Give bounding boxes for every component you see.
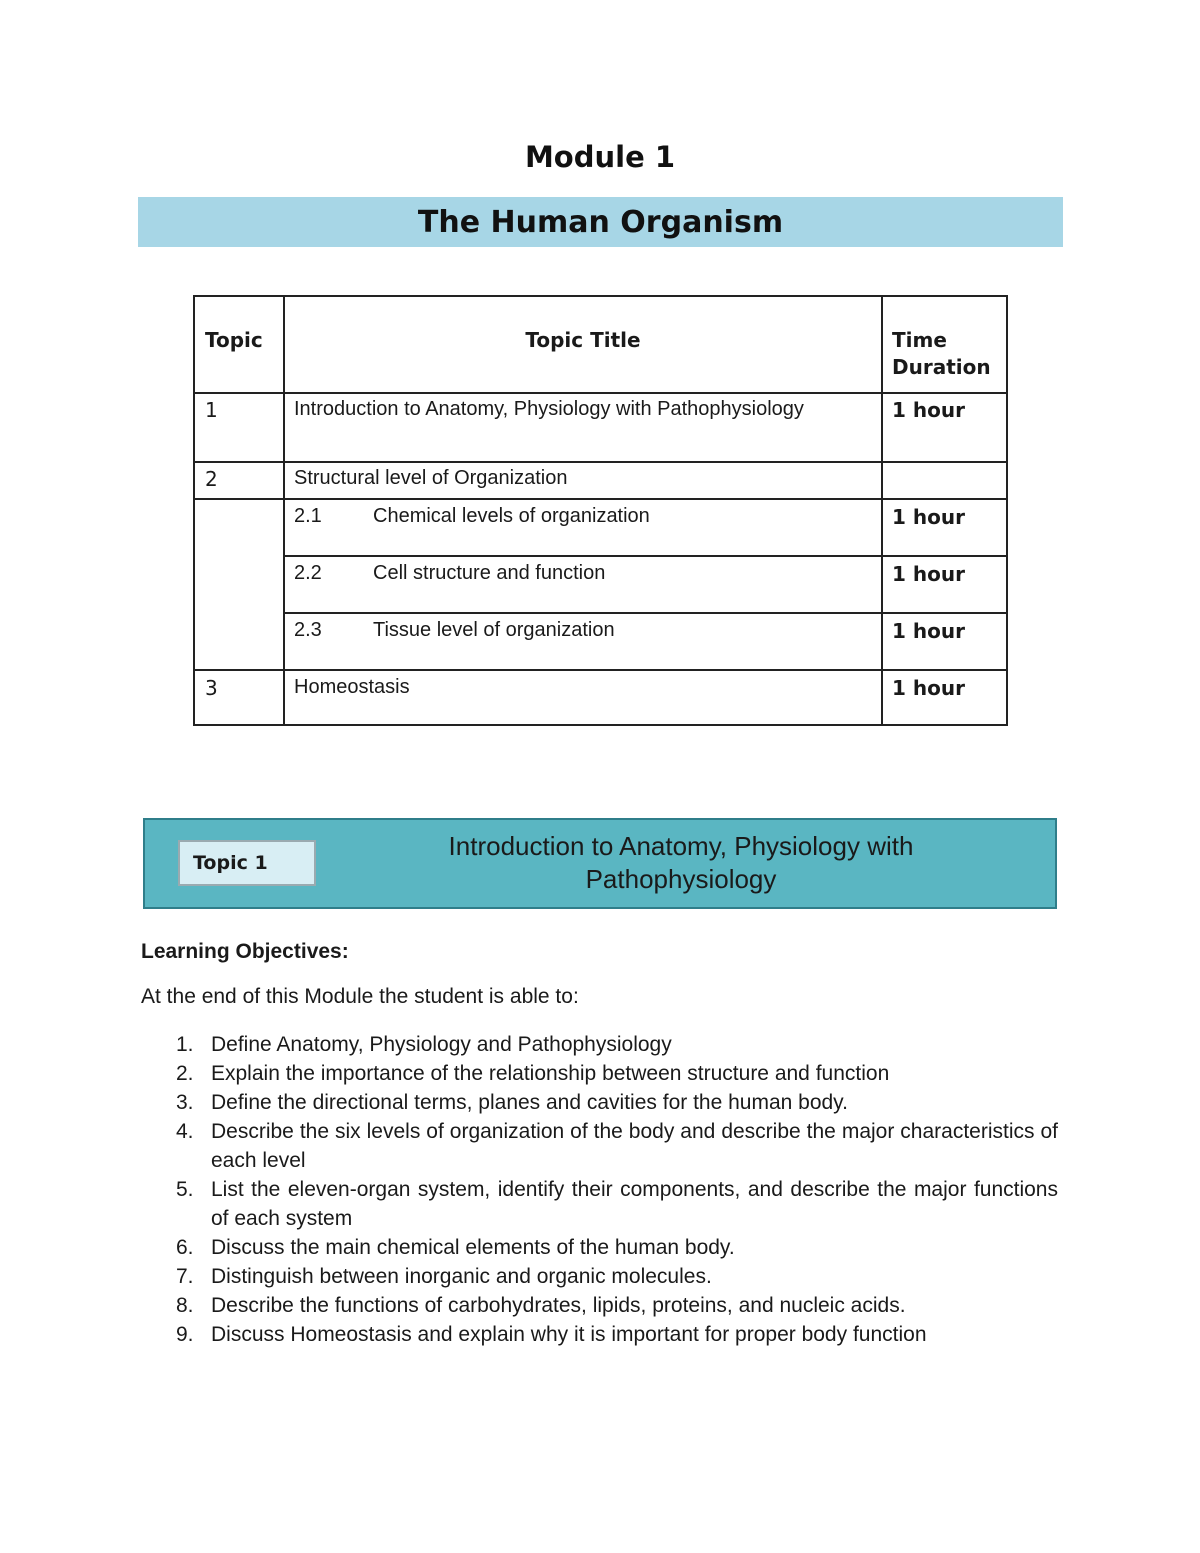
list-item	[141, 1088, 1058, 1117]
list-text: Define the directional terms, planes and cavities for the human body.	[211, 1091, 848, 1114]
list-item	[141, 1117, 1058, 1175]
list-text: List the eleven-organ system, identify their components, and describe the major functions of each system	[211, 1178, 1058, 1230]
list-text: Discuss the main chemical elements of the human body.	[211, 1236, 735, 1259]
list-text: Distinguish between inorganic and organic molecules.	[211, 1265, 712, 1288]
list-item	[141, 1291, 1058, 1320]
list-text: Discuss Homeostasis and explain why it is important for proper body function	[211, 1323, 927, 1346]
subtopic-title: Cell structure and function	[373, 562, 606, 584]
row-subtopic	[284, 613, 882, 670]
list-item	[141, 1233, 1058, 1262]
list-number: 2.	[176, 1062, 194, 1085]
list-item	[141, 1175, 1058, 1233]
row-subtopic	[284, 499, 882, 556]
table-row	[194, 556, 1007, 613]
module-banner	[138, 197, 1063, 247]
header-topic: Topic	[194, 296, 284, 393]
subtopic-number: 2.2	[294, 562, 322, 584]
row-topic-number: 1	[194, 393, 284, 462]
subtopic-number: 2.1	[294, 505, 322, 527]
subtopic-title: Chemical levels of organization	[373, 505, 650, 527]
table-row	[194, 462, 1007, 499]
list-number: 7.	[176, 1265, 194, 1288]
table-row	[194, 613, 1007, 670]
list-number: 6.	[176, 1236, 194, 1259]
subtopic-number: 2.3	[294, 619, 322, 641]
row-duration: 1 hour	[882, 613, 1007, 670]
topic-chip: Topic 1	[178, 840, 316, 886]
row-topic-title: Structural level of Organization	[284, 462, 882, 499]
module-banner-title: The Human Organism	[417, 204, 784, 240]
topic-banner-title: Introduction to Anatomy, Physiology with Pathophysiology	[448, 831, 914, 894]
list-text: Describe the functions of carbohydrates, lipids, proteins, and nucleic acids.	[211, 1294, 906, 1317]
list-number: 3.	[176, 1091, 194, 1114]
list-number: 8.	[176, 1294, 194, 1317]
list-number: 9.	[176, 1323, 194, 1346]
list-item	[141, 1262, 1058, 1291]
list-text: Describe the six levels of organization of the body and describe the major characteristics of each level	[211, 1120, 1058, 1172]
row-topic-title: Homeostasis	[284, 670, 882, 725]
row-topic-number: 3	[194, 670, 284, 725]
table-header-row	[194, 296, 1007, 393]
row-subtopic	[284, 556, 882, 613]
topic-banner	[143, 818, 1057, 909]
row-duration: 1 hour	[882, 499, 1007, 556]
row-duration: 1 hour	[882, 670, 1007, 725]
learning-objectives-intro: At the end of this Module the student is able to:	[141, 985, 579, 1008]
header-time-duration: Time Duration	[882, 296, 1007, 393]
list-number: 5.	[176, 1178, 194, 1201]
table-row	[194, 499, 1007, 556]
topics-table	[193, 295, 1008, 726]
table-row	[194, 393, 1007, 462]
header-topic-title: Topic Title	[284, 296, 882, 393]
row-topic-title: Introduction to Anatomy, Physiology with Pathophysiology	[284, 393, 882, 462]
list-item	[141, 1030, 1058, 1059]
row-duration: 1 hour	[882, 393, 1007, 462]
list-text: Define Anatomy, Physiology and Pathophysiology	[211, 1033, 672, 1056]
list-item	[141, 1320, 1058, 1349]
list-number: 1.	[176, 1033, 194, 1056]
row-topic-number: 2	[194, 462, 284, 499]
row-topic-number-merged	[194, 499, 284, 670]
list-item	[141, 1059, 1058, 1088]
objectives-list	[141, 1030, 1058, 1349]
learning-objectives-heading: Learning Objectives:	[141, 940, 349, 963]
row-duration: 1 hour	[882, 556, 1007, 613]
list-text: Explain the importance of the relationship between structure and function	[211, 1062, 890, 1085]
subtopic-title: Tissue level of organization	[373, 619, 615, 641]
list-number: 4.	[176, 1120, 194, 1143]
row-duration	[882, 462, 1007, 499]
module-title: Module 1	[524, 140, 676, 174]
table-row	[194, 670, 1007, 725]
